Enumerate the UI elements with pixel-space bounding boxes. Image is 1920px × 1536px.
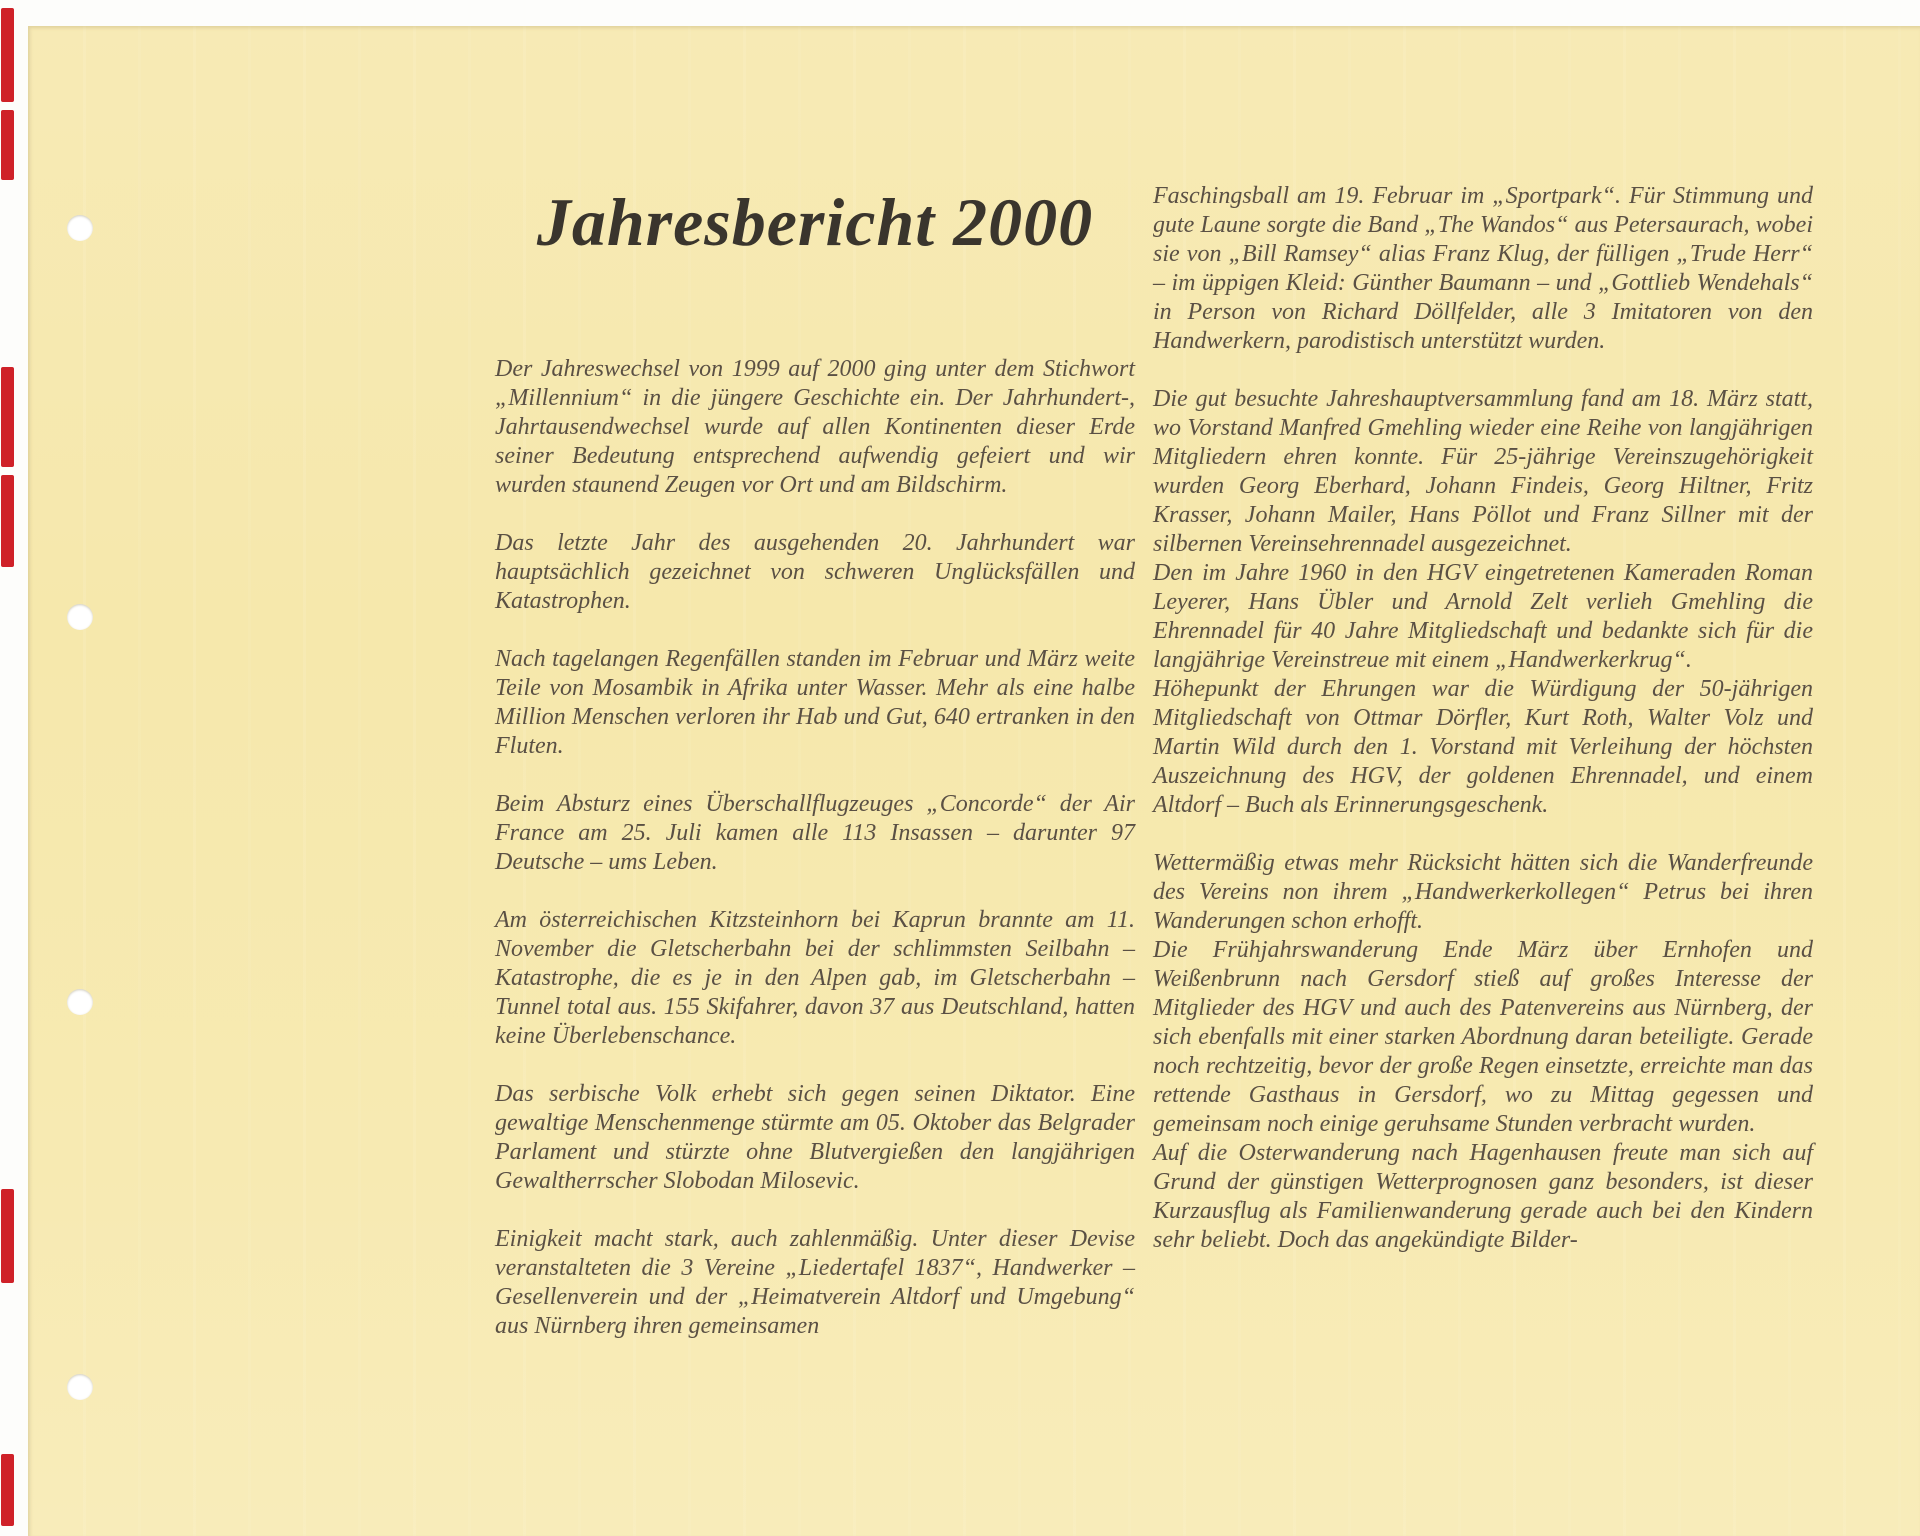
paragraph: Nach tagelangen Regenfällen standen im Februar und März weite Teile von Mosambik in Afrika unter Wasser. Mehr als eine halbe Million Menschen verloren ihr Hab und Gut, 640 ertranken in den Fluten. [495, 646, 1135, 759]
binder-edge-mark [1, 1189, 14, 1283]
paragraph: Das serbische Volk erhebt sich gegen seinen Diktator. Eine gewaltige Menschenmenge stürmte am 05. Oktober das Belgrader Parlament und stürzte ohne Blutvergießen den langjährigen Gewaltherrscher Slobodan Milosevic. [495, 1081, 1135, 1194]
right-column [1153, 182, 1813, 1255]
paragraph: Den im Jahre 1960 in den HGV eingetretenen Kameraden Roman Leyerer, Hans Übler und Arnold Zelt verlieh Gmehling die Ehrennadel für 40 Jahre Mitgliedschaft und bedankte sich für die langjährige Vereinstreue mit einem „Handwerkerkrug“. [1153, 560, 1813, 673]
binder-edge-mark [1, 1454, 14, 1526]
punch-hole [67, 989, 93, 1015]
binder-edge-mark [1, 367, 14, 467]
paragraph: Beim Absturz eines Überschallflugzeuges „Concorde“ der Air France am 25. Juli kamen alle 113 Insassen – darunter 97 Deutsche – ums Leben. [495, 791, 1135, 875]
binder-edge-mark [1, 8, 14, 102]
paragraph: Höhepunkt der Ehrungen war die Würdigung der 50-jährigen Mitgliedschaft von Ottmar Dörfler, Kurt Roth, Walter Volz und Martin Wild durch den 1. Vorstand mit Verleihung der höchsten Auszeichnung des HGV, der goldenen Ehrennadel, und einem Altdorf – Buch als Erinnerungsgeschenk. [1153, 676, 1813, 818]
paragraph: Die Frühjahrswanderung Ende März über Ernhofen und Weißenbrunn nach Gersdorf stieß auf großes Interesse der Mitglieder des HGV und auch des Patenvereins aus Nürnberg, der sich ebenfalls mit einer starken Abordnung daran beteiligte. Gerade noch rechtzeitig, bevor der große Regen einsetzte, erreichte man das rettende Gasthaus in Gersdorf, wo zu Mittag gegessen und gemeinsam noch einige geruhsame Stunden verbracht wurden. [1153, 937, 1813, 1137]
paragraph: Am österreichischen Kitzsteinhorn bei Kaprun brannte am 11. November die Gletscherbahn bei der schlimmsten Seilbahn – Katastrophe, die es je in den Alpen gab, im Gletscherbahn – Tunnel total aus. 155 Skifahrer, davon 37 aus Deutschland, hatten keine Überlebenschance. [495, 907, 1135, 1049]
binder-edge-mark [1, 110, 14, 180]
paragraph: Die gut besuchte Jahreshauptversammlung fand am 18. März statt, wo Vorstand Manfred Gmehling wieder eine Reihe von langjährigen Mitgliedern ehren konnte. Für 25-jährige Vereinszugehörigkeit wurden Georg Eberhard, Johann Findeis, Georg Hiltner, Fritz Krasser, Johann Mailer, Hans Pöllot und Franz Sillner mit der silbernen Vereinsehrennadel ausgezeichnet. [1153, 386, 1813, 557]
binder-edge-mark [1, 475, 14, 567]
page-title: Jahresbericht 2000 [536, 184, 1094, 260]
paragraph: Das letzte Jahr des ausgehenden 20. Jahrhundert war hauptsächlich gezeichnet von schweren Unglücksfällen und Katastrophen. [495, 530, 1135, 614]
paragraph: Der Jahreswechsel von 1999 auf 2000 ging unter dem Stichwort „Millennium“ in die jüngere Geschichte ein. Der Jahrhundert-, Jahrtausendwechsel wurde auf allen Kontinenten dieser Erde seiner Bedeutung entsprechend aufwendig gefeiert und wir wurden staunend Zeugen vor Ort und am Bildschirm. [495, 356, 1135, 498]
punch-hole [67, 215, 93, 241]
punch-hole [67, 1374, 93, 1400]
left-column [495, 355, 1135, 1341]
paragraph: Wettermäßig etwas mehr Rücksicht hätten sich die Wanderfreunde des Vereins non ihrem „Handwerkerkollegen“ Petrus bei ihren Wanderungen schon erhofft. [1153, 850, 1813, 934]
punch-hole [67, 604, 93, 630]
paragraph: Einigkeit macht stark, auch zahlenmäßig. Unter dieser Devise veranstalteten die 3 Vereine „Liedertafel 1837“, Handwerker – Gesellenverein und der „Heimatverein Altdorf und Umgebung“ aus Nürnberg ihren gemeinsamen [495, 1226, 1135, 1339]
paper-sheet [28, 26, 1920, 1536]
paragraph: Faschingsball am 19. Februar im „Sportpark“. Für Stimmung und gute Laune sorgte die Band „The Wandos“ aus Petersaurach, wobei sie von „Bill Ramsey“ alias Franz Klug, der fülligen „Trude Herr“ – im üppigen Kleid: Günther Baumann – und „Gottlieb Wendehals“ in Person von Richard Döllfelder, alle 3 Imitatoren von den Handwerkern, parodistisch unterstützt wurden. [1153, 183, 1813, 354]
paragraph: Auf die Osterwanderung nach Hagenhausen freute man sich auf Grund der günstigen Wetterprognosen ganz besonders, ist dieser Kurzausflug als Familienwanderung gerade auch bei den Kindern sehr beliebt. Doch das angekündigte Bilder- [1153, 1140, 1813, 1253]
